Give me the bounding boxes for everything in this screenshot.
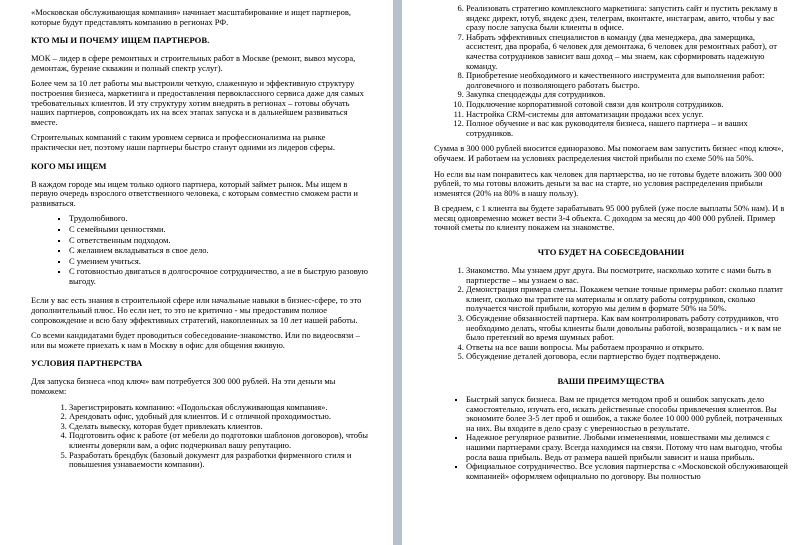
list-item: 1. Знакомство. Мы узнаем друг друга. Вы посмотрите, насколько хотите с нами быть в партнерстве – мы узнаем о вас. [466, 266, 788, 285]
meeting-list [434, 266, 788, 362]
paragraph-average-income: В среднем, с 1 клиента вы будете зарабатывать 95 000 рублей (уже после выплаты 50% нам). И в месяц одновременно может вести 3-4 объекта. С доходом за месяц до 400 000 рублей. Пример точной сметы по клиенту покажем на знакомстве. [434, 203, 785, 233]
paragraph-knowledge: Если у вас есть знания в строительной сфере или начальные навыки в бизнес-сфере, то это дополнительный плюс. Но если нет, то это не критично - мы предоставим полное сопровождение и всю базу эффективных стратегий, накопленных за 10 лет нашей работы. [31, 295, 362, 325]
launch-steps-list-continued [434, 4, 788, 138]
paragraph-interview: Со всеми кандидатами будет проводиться собеседование-знакомство. Или по видеосвязи – или вы можете приехать к нам в Москву в офис для общения вживую. [31, 330, 360, 350]
intro-paragraph: «Московская обслуживающая компания» начинает масштабирование и ищет партнеров, которые будут представлять компанию в регионах РФ. [31, 7, 352, 27]
list-item: 3. Обсуждение обязанностей партнера. Как вам контролировать работу сотрудников, что необходимо делать, чтобы клиенты были довольны работой, возвращались - и к вам не было претензий во время шумных работ. [466, 314, 788, 343]
heading-who-we-are: КТО МЫ И ПОЧЕМУ ИЩЕМ ПАРТНЕРОВ. [31, 35, 210, 46]
qualities-list [31, 214, 371, 286]
paragraph-companies: Строительных компаний с таким уровнем сервиса и профессионализма на рынке практически нет, поэтому наши партнеры быстро станут одними из лидеров сферы. [31, 132, 335, 152]
heading-meeting: ЧТО БУДЕТ НА СОБЕСЕДОВАНИИ [537, 247, 685, 258]
list-item: 6. Реализовать стратегию комплексного маркетинга: запустить сайт и пустить рекламу в яндекс директ, ютуб, яндекс дзен, телеграм, вконтакте, инстаграм, авито, чтобы у вас сразу после запуска были клиенты в офисе. [466, 4, 788, 33]
launch-steps-list [31, 403, 371, 470]
heading-whom-we-seek: КОГО МЫ ИЩЕМ [31, 160, 107, 171]
paragraph-launch: Для запуска бизнеса «под ключ» вам потребуется 300 000 рублей. На эти деньги мы поможем: [31, 376, 336, 397]
paragraph-sum: Сумма в 300 000 рублей вносится единоразово. Мы помогаем вам запустить бизнес «под ключ», обучаем. И работаем на условиях распределения чистой прибыли по схеме 50% на 50%. [434, 143, 784, 163]
list-item: 10. Подключение корпоративной сотовой связи для контроля сотрудников. [466, 100, 788, 110]
list-item: ▪ С ответственным подходом. [69, 236, 371, 246]
list-item: ▪ С готовностью двигаться в долгосрочное сотрудничество, а не в быструю разовую выгоду. [69, 267, 371, 286]
list-item: ▪ С семейными ценностями. [69, 225, 371, 235]
list-item: 7. Набрать эффективных специалистов в команду (два менеджера, два замерщика, ассистент, два прораба, 6 человек для демонтажа, 6 человек для ремонтных работ), от качества сотрудников зависит ваш доход – мы знаем, как сформировать надежную команду. [466, 33, 788, 71]
heading-terms: УСЛОВИЯ ПАРТНЕРСТВА [31, 358, 143, 369]
list-item: ▪ Трудолюбивого. [69, 214, 371, 224]
paragraph-years: Более чем за 10 лет работы мы выстроили четкую, слаженную и эффективную структуру построения бизнеса, маркетинга и предоставления первоклассного сервиса даже для самых требовательных клиентов. И эту структуру хотим внедрять в регионах – готовы обучать наших партнеров, сопровождать их на всех этапах запуска и в дальнейшем развиваться вместе. [31, 78, 364, 127]
list-item: ▪ Официальное сотрудничество. Все условия партнерства с «Московской обслуживающей компанией» оформляем официально по договору. Вы полностью [466, 462, 788, 481]
list-item: ▪ Надежное регулярное развитие. Любыми изменениями, новшествами мы делимся с нашими партнерами сразу. Всегда находимся на связи. Потому что нам выгодно, чтобы росла ваша прибыль. Ведь от размера вашей прибыли зависит и наша прибыль. [466, 433, 788, 462]
list-item: 9. Закупка спецодежды для сотрудников. [466, 90, 788, 100]
list-item: 12. Полное обучение и вас как руководителя бизнеса, нашего партнера – и ваших сотрудников. [466, 119, 788, 138]
document-page-right [402, 0, 800, 545]
list-item: 2. Демонстрация примера сметы. Покажем четкие точные примеры работ: сколько платит клиент, сколько вы тратите на материалы и оплату работы сотрудников, сколько получается чистой прибыли, которую мы делим в формате 50% на 50%. [466, 285, 788, 314]
list-item: 4. Ответы на все ваши вопросы. Мы работаем прозрачно и открыто. [466, 343, 788, 353]
list-item: 1. Зарегистрировать компанию: «Подольская обслуживающая компания». [69, 403, 371, 413]
paragraph-lend: Но если вы нам понравитесь как человек для партнерства, но не готовы будете вложить 300 000 рублей, то мы готовы вложить деньги за вас на старте, но условия распределения прибыли изменятся (20% на 80% в нашу пользу). [434, 168, 782, 198]
list-item: 5. Обсуждение деталей договора, если партнерство будет подтверждено. [466, 352, 788, 362]
heading-advantages: ВАШИ ПРЕИМУЩЕСТВА [557, 376, 665, 386]
list-item: 4. Подготовить офис к работе (от мебели до подготовки шаблонов договоров), чтобы клиенты доверяли вам, а офис подчеркивал вашу репутацию. [69, 431, 371, 450]
list-item: ▪ С желанием вкладываться в свое дело. [69, 246, 371, 256]
list-item: ▪ Быстрый запуск бизнеса. Вам не придется методом проб и ошибок запускать дело самостоятельно, изучать его, искать действенные способы привлечения клиентов. Вы экономите более 3-5 лет проб и ошибок, а также более 10 000 000 рублей, потраченных на них. Вы входите в дело сразу с уверенностью в результате. [466, 395, 788, 433]
list-item: 11. Настройка CRM-системы для автоматизации продажи всех услуг. [466, 110, 788, 120]
document-page-left [0, 0, 393, 545]
paragraph-mok: МОК – лидер в сфере ремонтных и строительных работ в Москве (ремонт, вывоз мусора, демонтаж, бурение скважин и полный спектр услуг). [31, 53, 356, 73]
list-item: ▪ С умением учиться. [69, 257, 371, 267]
paragraph-city: В каждом городе мы ищем только одного партнера, который займет рынок. Мы ищем в первую очередь взрослого ответственного человека, с которым совместно сможем расти и развиваться. [31, 178, 358, 208]
list-item: 2. Арендовать офис, удобный для клиентов. И с отличной проходимостью. [69, 412, 371, 422]
list-item: 8. Приобретение необходимого и качественного инструмента для выполнения работ: долговечного и позволяющего работать быстро. [466, 71, 788, 90]
list-item: 3. Сделать вывеску, которая будет привлекать клиентов. [69, 422, 371, 432]
advantages-list [434, 395, 788, 481]
list-item: 5. Разработать брендбук (базовый документ для разработки фирменного стиля и повышения узнаваемости компании). [69, 451, 371, 470]
